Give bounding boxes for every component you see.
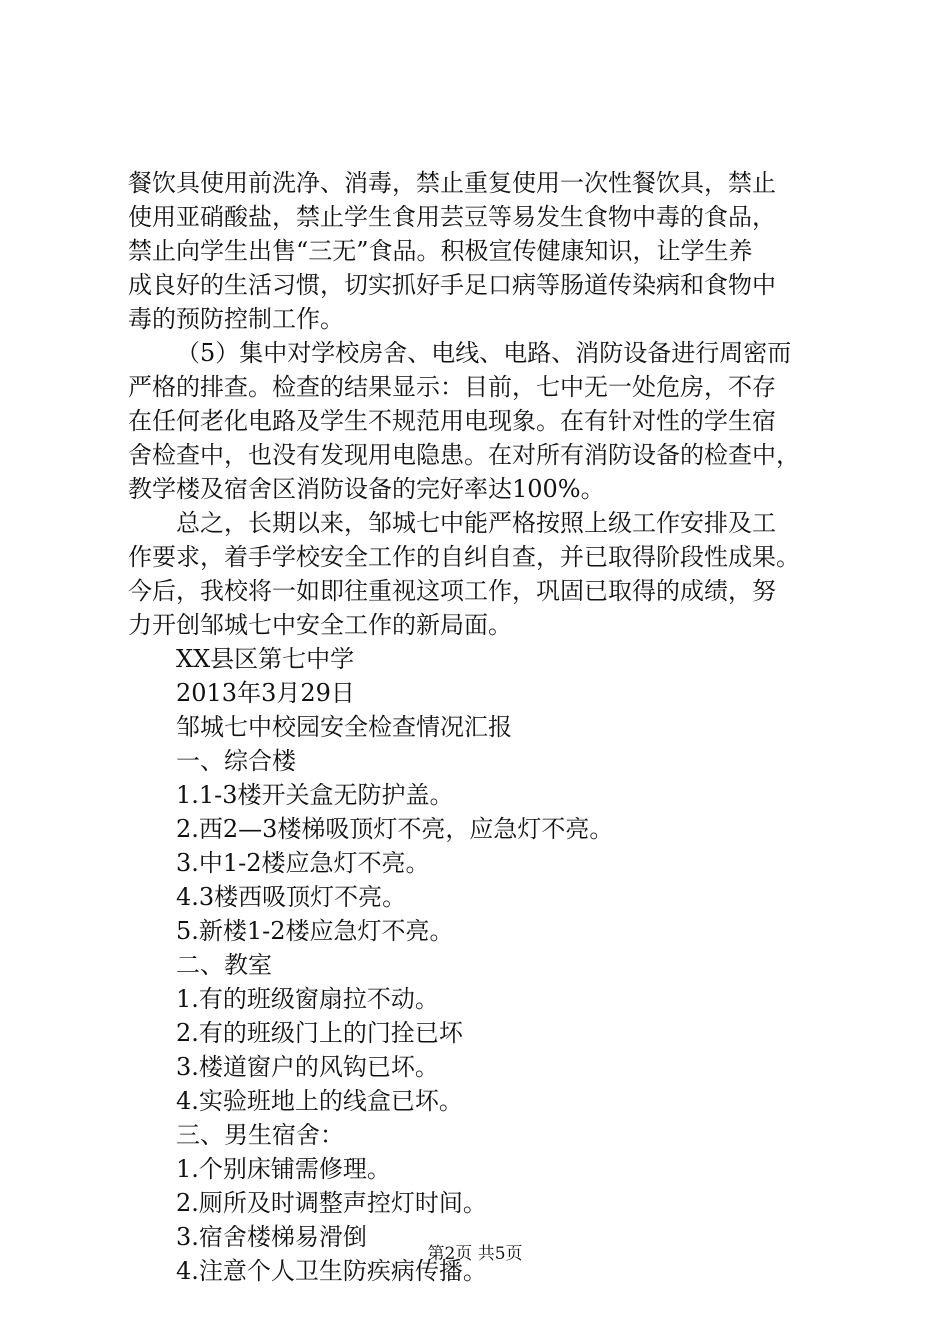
- list-item: 3.中1-2楼应急灯不亮。: [176, 849, 430, 877]
- page-footer: 第2页 共5页: [427, 1244, 523, 1264]
- section-heading-dormitory: 三、男生宿舍：: [176, 1121, 344, 1149]
- text-line: 使用亚硝酸盐，禁止学生食用芸豆等易发生食物中毒的食品，: [128, 203, 776, 231]
- list-item: 3.宿舍楼梯易滑倒: [176, 1223, 367, 1251]
- text-line: 教学楼及宿舍区消防设备的完好率达100%。: [128, 475, 605, 503]
- text-line: 总之，长期以来，邹城七中能严格按照上级工作安排及工: [176, 509, 776, 537]
- paragraph-food-safety: [128, 166, 828, 336]
- list-item: 4.注意个人卫生防疾病传播。: [176, 1257, 487, 1285]
- text-line: 毒的预防控制工作。: [128, 305, 344, 333]
- text-line: 禁止向学生出售“三无”食品。积极宣传健康知识，让学生养: [128, 237, 753, 265]
- text-line: 作要求，着手学校安全工作的自纠自查，并已取得阶段性成果。: [128, 543, 800, 571]
- section-heading-classroom: 二、教室: [176, 951, 272, 979]
- list-item: 4.3楼西吸顶灯不亮。: [176, 883, 407, 911]
- text-line: 成良好的生活习惯，切实抓好手足口病等肠道传染病和食物中: [128, 271, 776, 299]
- text-line: 今后，我校将一如即往重视这项工作，巩固已取得的成绩，努: [128, 577, 776, 605]
- report-title: 邹城七中校园安全检查情况汇报: [176, 713, 512, 741]
- list-item: 1.个别床铺需修理。: [176, 1155, 391, 1183]
- text-line: 餐饮具使用前洗净、消毒，禁止重复使用一次性餐饮具，禁止: [128, 169, 776, 197]
- document-body: [128, 166, 828, 1288]
- list-item: 2.西2—3楼梯吸顶灯不亮，应急灯不亮。: [176, 815, 614, 843]
- signature-org: XX县区第七中学: [176, 645, 355, 673]
- inspection-report: [128, 710, 828, 1288]
- text-line: 在任何老化电路及学生不规范用电现象。在有针对性的学生宿: [128, 407, 776, 435]
- list-item: 3.楼道窗户的风钩已坏。: [176, 1053, 439, 1081]
- section-heading-building: 一、综合楼: [176, 747, 296, 775]
- list-item: 2.有的班级门上的门拴已坏: [176, 1019, 463, 1047]
- text-line: 严格的排查。检查的结果显示：目前，七中无一处危房，不存: [128, 373, 776, 401]
- list-item: 1.有的班级窗扇拉不动。: [176, 985, 439, 1013]
- text-line: 舍检查中，也没有发现用电隐患。在对所有消防设备的检查中，: [128, 441, 800, 469]
- signature-date: 2013年3月29日: [176, 679, 355, 707]
- paragraph-facility-inspection: [128, 336, 828, 506]
- list-item: 5.新楼1-2楼应急灯不亮。: [176, 917, 454, 945]
- paragraph-summary: [128, 506, 828, 642]
- text-line: （5）集中对学校房舍、电线、电路、消防设备进行周密而: [176, 339, 792, 367]
- signature-block: [128, 642, 828, 710]
- list-item: 2.厕所及时调整声控灯时间。: [176, 1189, 487, 1217]
- list-item: 1.1-3楼开关盒无防护盖。: [176, 781, 454, 809]
- list-item: 4.实验班地上的线盒已坏。: [176, 1087, 463, 1115]
- text-line: 力开创邹城七中安全工作的新局面。: [128, 611, 512, 639]
